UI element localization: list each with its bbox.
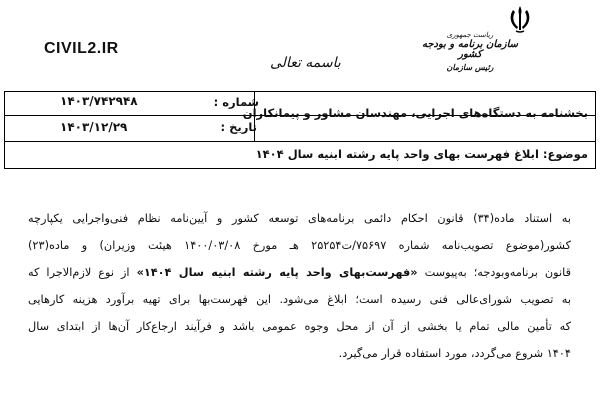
letter-body: [28, 205, 571, 367]
body-line: کشور(موضوع تصویب‌نامه شماره ۷۵۶۹۷/ت۲۵۲۵۴ هـ مورخ ۱۴۰۰/۰۳/۰۸ هیئت وزیران) و ماده(۲۳): [28, 239, 571, 252]
body-text: از نوع لازم‌الاجرا که: [28, 266, 137, 279]
recipients: بخشنامه به دستگاه‌های اجرایی، مهندسان مشاور و پیمانکاران: [242, 106, 588, 120]
date-label: تاریخ :: [220, 120, 257, 134]
basmala: باسمه تعالی: [270, 55, 341, 71]
body-line: به تصویب شورای‌عالی فنی رسیده است؛ ابلاغ می‌شود. این فهرست‌بها برای تهیه برآورد هزینه کارهایی: [28, 293, 571, 306]
table-divider: [4, 141, 596, 142]
body-text: قانون برنامه‌وبودجه؛ به‌پیوست: [417, 266, 571, 279]
issuer-title: رئیس سازمان: [446, 62, 494, 72]
organization-name: سازمان برنامه و بودجه کشور: [421, 39, 519, 60]
presidency-line: ریاست جمهوری: [446, 31, 494, 39]
site-logo: CIVIL2.IR: [44, 40, 119, 57]
number-label: شماره :: [213, 95, 259, 109]
body-line: به استناد ماده(۳۴) قانون احکام دائمی برنامه‌های توسعه کشور و آیین‌نامه نظام فنی‌واجرایی یکپارچه: [28, 212, 571, 225]
letter-date: ۱۴۰۳/۱۲/۲۹: [60, 120, 128, 134]
subject: موضوع: ابلاغ فهرست بهای واحد پایه رشته ابنیه سال ۱۴۰۴: [255, 147, 588, 161]
body-line: که تأمین مالی تمام یا بخشی از آن از محل وجوه عمومی باشد و فرآیند ارجاع‌کار آن‌ها از ابتدای سال: [28, 320, 571, 333]
letter-number: ۱۴۰۳/۷۴۲۹۴۸: [60, 94, 138, 108]
body-line: ۱۴۰۴ شروع می‌گردد، مورد استفاده قرار می‌گیرد.: [338, 347, 571, 360]
issuer-block: [415, 30, 525, 72]
body-emphasis: «فهرست‌بهای واحد پایه رشته ابنیه سال ۱۴۰۴»: [136, 266, 418, 279]
body-line: [28, 259, 571, 286]
